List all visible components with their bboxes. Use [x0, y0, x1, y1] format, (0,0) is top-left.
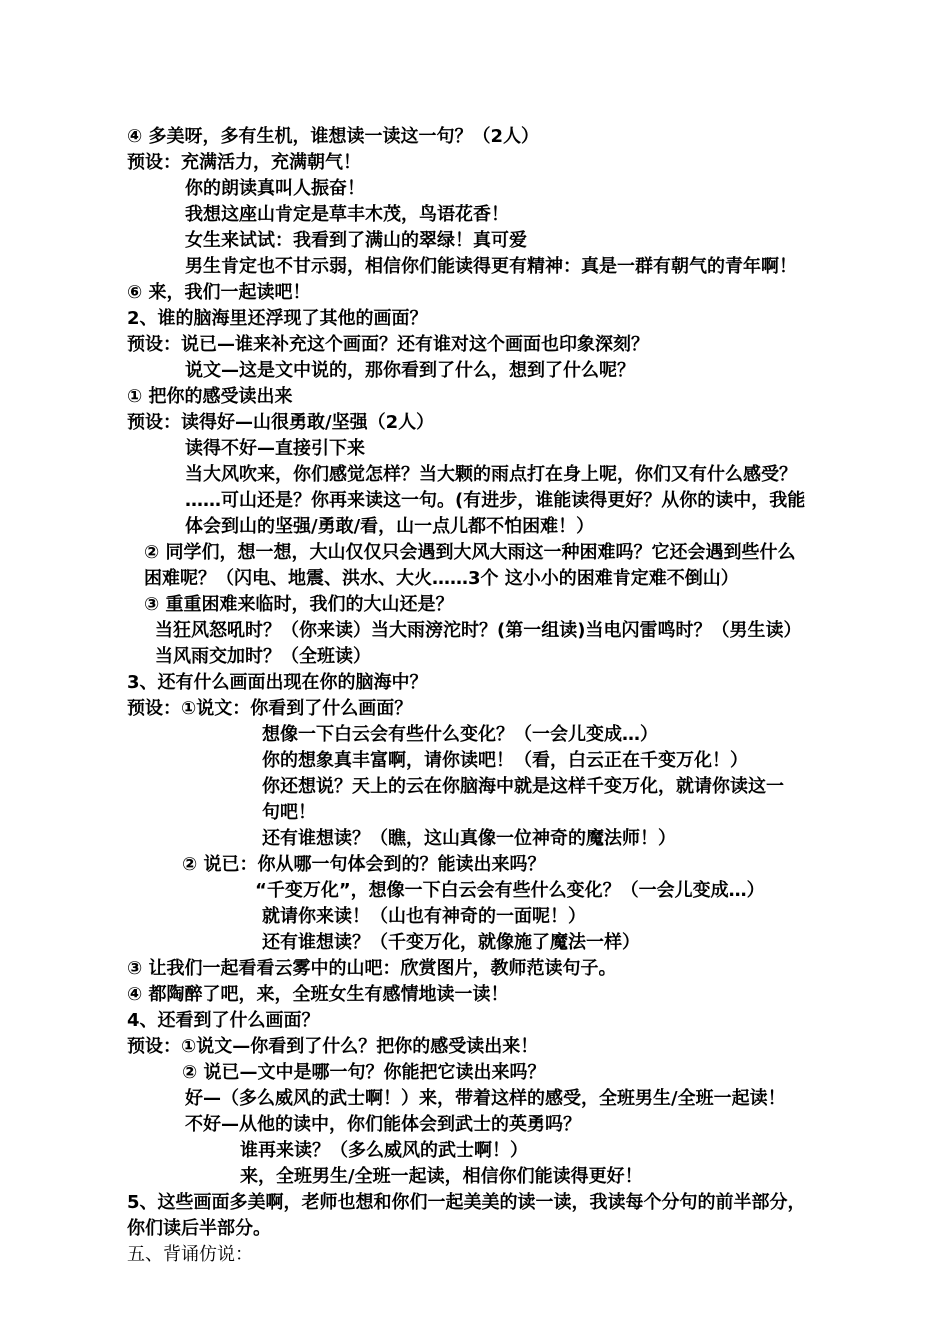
text-line: 预设：说已—谁来补充这个画面？还有谁对这个画面也印象深刻？ — [127, 334, 649, 355]
text-line: ② 说已：你从哪一句体会到的？能读出来吗？ — [182, 854, 546, 875]
text-line: 当风雨交加时？（全班读） — [155, 646, 371, 667]
text-line: 预设：读得好—山很勇敢/坚强（2人） — [127, 412, 435, 433]
text-line: 不好—从他的读中，你们能体会到武士的英勇吗？ — [185, 1114, 581, 1135]
text-line: 就请你来读！（山也有神奇的一面呢！） — [262, 906, 586, 927]
text-line: 你还想说？天上的云在你脑海中就是这样千变万化，就请你读这一 — [262, 776, 784, 797]
text-line: 3、还有什么画面出现在你的脑海中？ — [127, 672, 428, 693]
text-line: 预设：①说文：你看到了什么画面？ — [127, 698, 413, 719]
text-line: 还有谁想读？（瞧，这山真像一位神奇的魔法师！） — [262, 828, 676, 849]
text-line: 读得不好—直接引下来 — [185, 438, 365, 459]
text-line: 预设：①说文—你看到了什么？把你的感受读出来！ — [127, 1036, 539, 1057]
text-line: ③ 让我们一起看看云雾中的山吧：欣赏图片，教师范读句子。 — [127, 958, 617, 979]
text-line: ……可山还是？你再来读这一句。(有进步，谁能读得更好？从你的读中，我能 — [185, 490, 806, 511]
text-line: 5、这些画面多美啊，老师也想和你们一起美美的读一读，我读每个分句的前半部分， — [127, 1192, 806, 1213]
text-line: 当狂风怒吼时？（你来读）当大雨滂沱时？(第一组读)当电闪雷鸣时？（男生读） — [155, 620, 802, 641]
text-line: 男生肯定也不甘示弱，相信你们能读得更有精神：真是一群有朝气的青年啊！ — [185, 256, 797, 277]
section-heading: 五、背诵仿说： — [127, 1244, 253, 1265]
text-line: ② 说已—文中是哪一句？你能把它读出来吗？ — [182, 1062, 546, 1083]
text-line: ⑥ 来，我们一起读吧！ — [127, 282, 311, 303]
text-line: 体会到山的坚强/勇敢/看，山一点儿都不怕困难！） — [185, 516, 595, 537]
text-line: 还有谁想读？（千变万化，就像施了魔法一样） — [262, 932, 640, 953]
text-line: 来，全班男生/全班一起读，相信你们能读得更好！ — [240, 1166, 643, 1187]
text-line: 好—（多么威风的武士啊！）来，带着这样的感受，全班男生/全班一起读！ — [185, 1088, 786, 1109]
text-line: 你的朗读真叫人振奋！ — [185, 178, 365, 199]
text-line: 句吧！ — [262, 802, 316, 823]
text-line: 预设：充满活力，充满朝气！ — [127, 152, 361, 173]
text-line: ④ 多美呀，多有生机，谁想读一读这一句？（2人） — [127, 126, 540, 147]
text-line: ④ 都陶醉了吧，来，全班女生有感情地读一读！ — [127, 984, 509, 1005]
text-line: “千变万化”，想像一下白云会有些什么变化？（一会儿变成…） — [255, 880, 765, 901]
text-line: 你的想象真丰富啊，请你读吧！（看，白云正在千变万化！） — [262, 750, 748, 771]
text-line: ③ 重重困难来临时，我们的大山还是？ — [144, 594, 454, 615]
text-line: 想像一下白云会有些什么变化？（一会儿变成…） — [262, 724, 658, 745]
text-line: 女生来试试：我看到了满山的翠绿！真可爱 — [185, 230, 527, 251]
text-line: 说文—这是文中说的，那你看到了什么，想到了什么呢？ — [185, 360, 635, 381]
text-line: 困难呢？（闪电、地震、洪水、大火……3个 这小小的困难肯定难不倒山） — [144, 568, 739, 589]
text-line: 我想这座山肯定是草丰木茂，鸟语花香！ — [185, 204, 509, 225]
text-line: 谁再来读？（多么威风的武士啊！） — [240, 1140, 528, 1161]
text-line: ② 同学们，想一想，大山仅仅只会遇到大风大雨这一种困难吗？它还会遇到些什么 — [144, 542, 796, 563]
text-line: 4、还看到了什么画面？ — [127, 1010, 320, 1031]
text-line: 你们读后半部分。 — [127, 1218, 271, 1239]
text-line: 2、谁的脑海里还浮现了其他的画面？ — [127, 308, 428, 329]
text-line: 当大风吹来，你们感觉怎样？当大颗的雨点打在身上呢，你们又有什么感受？ — [185, 464, 797, 485]
text-line: ① 把你的感受读出来 — [127, 386, 293, 407]
